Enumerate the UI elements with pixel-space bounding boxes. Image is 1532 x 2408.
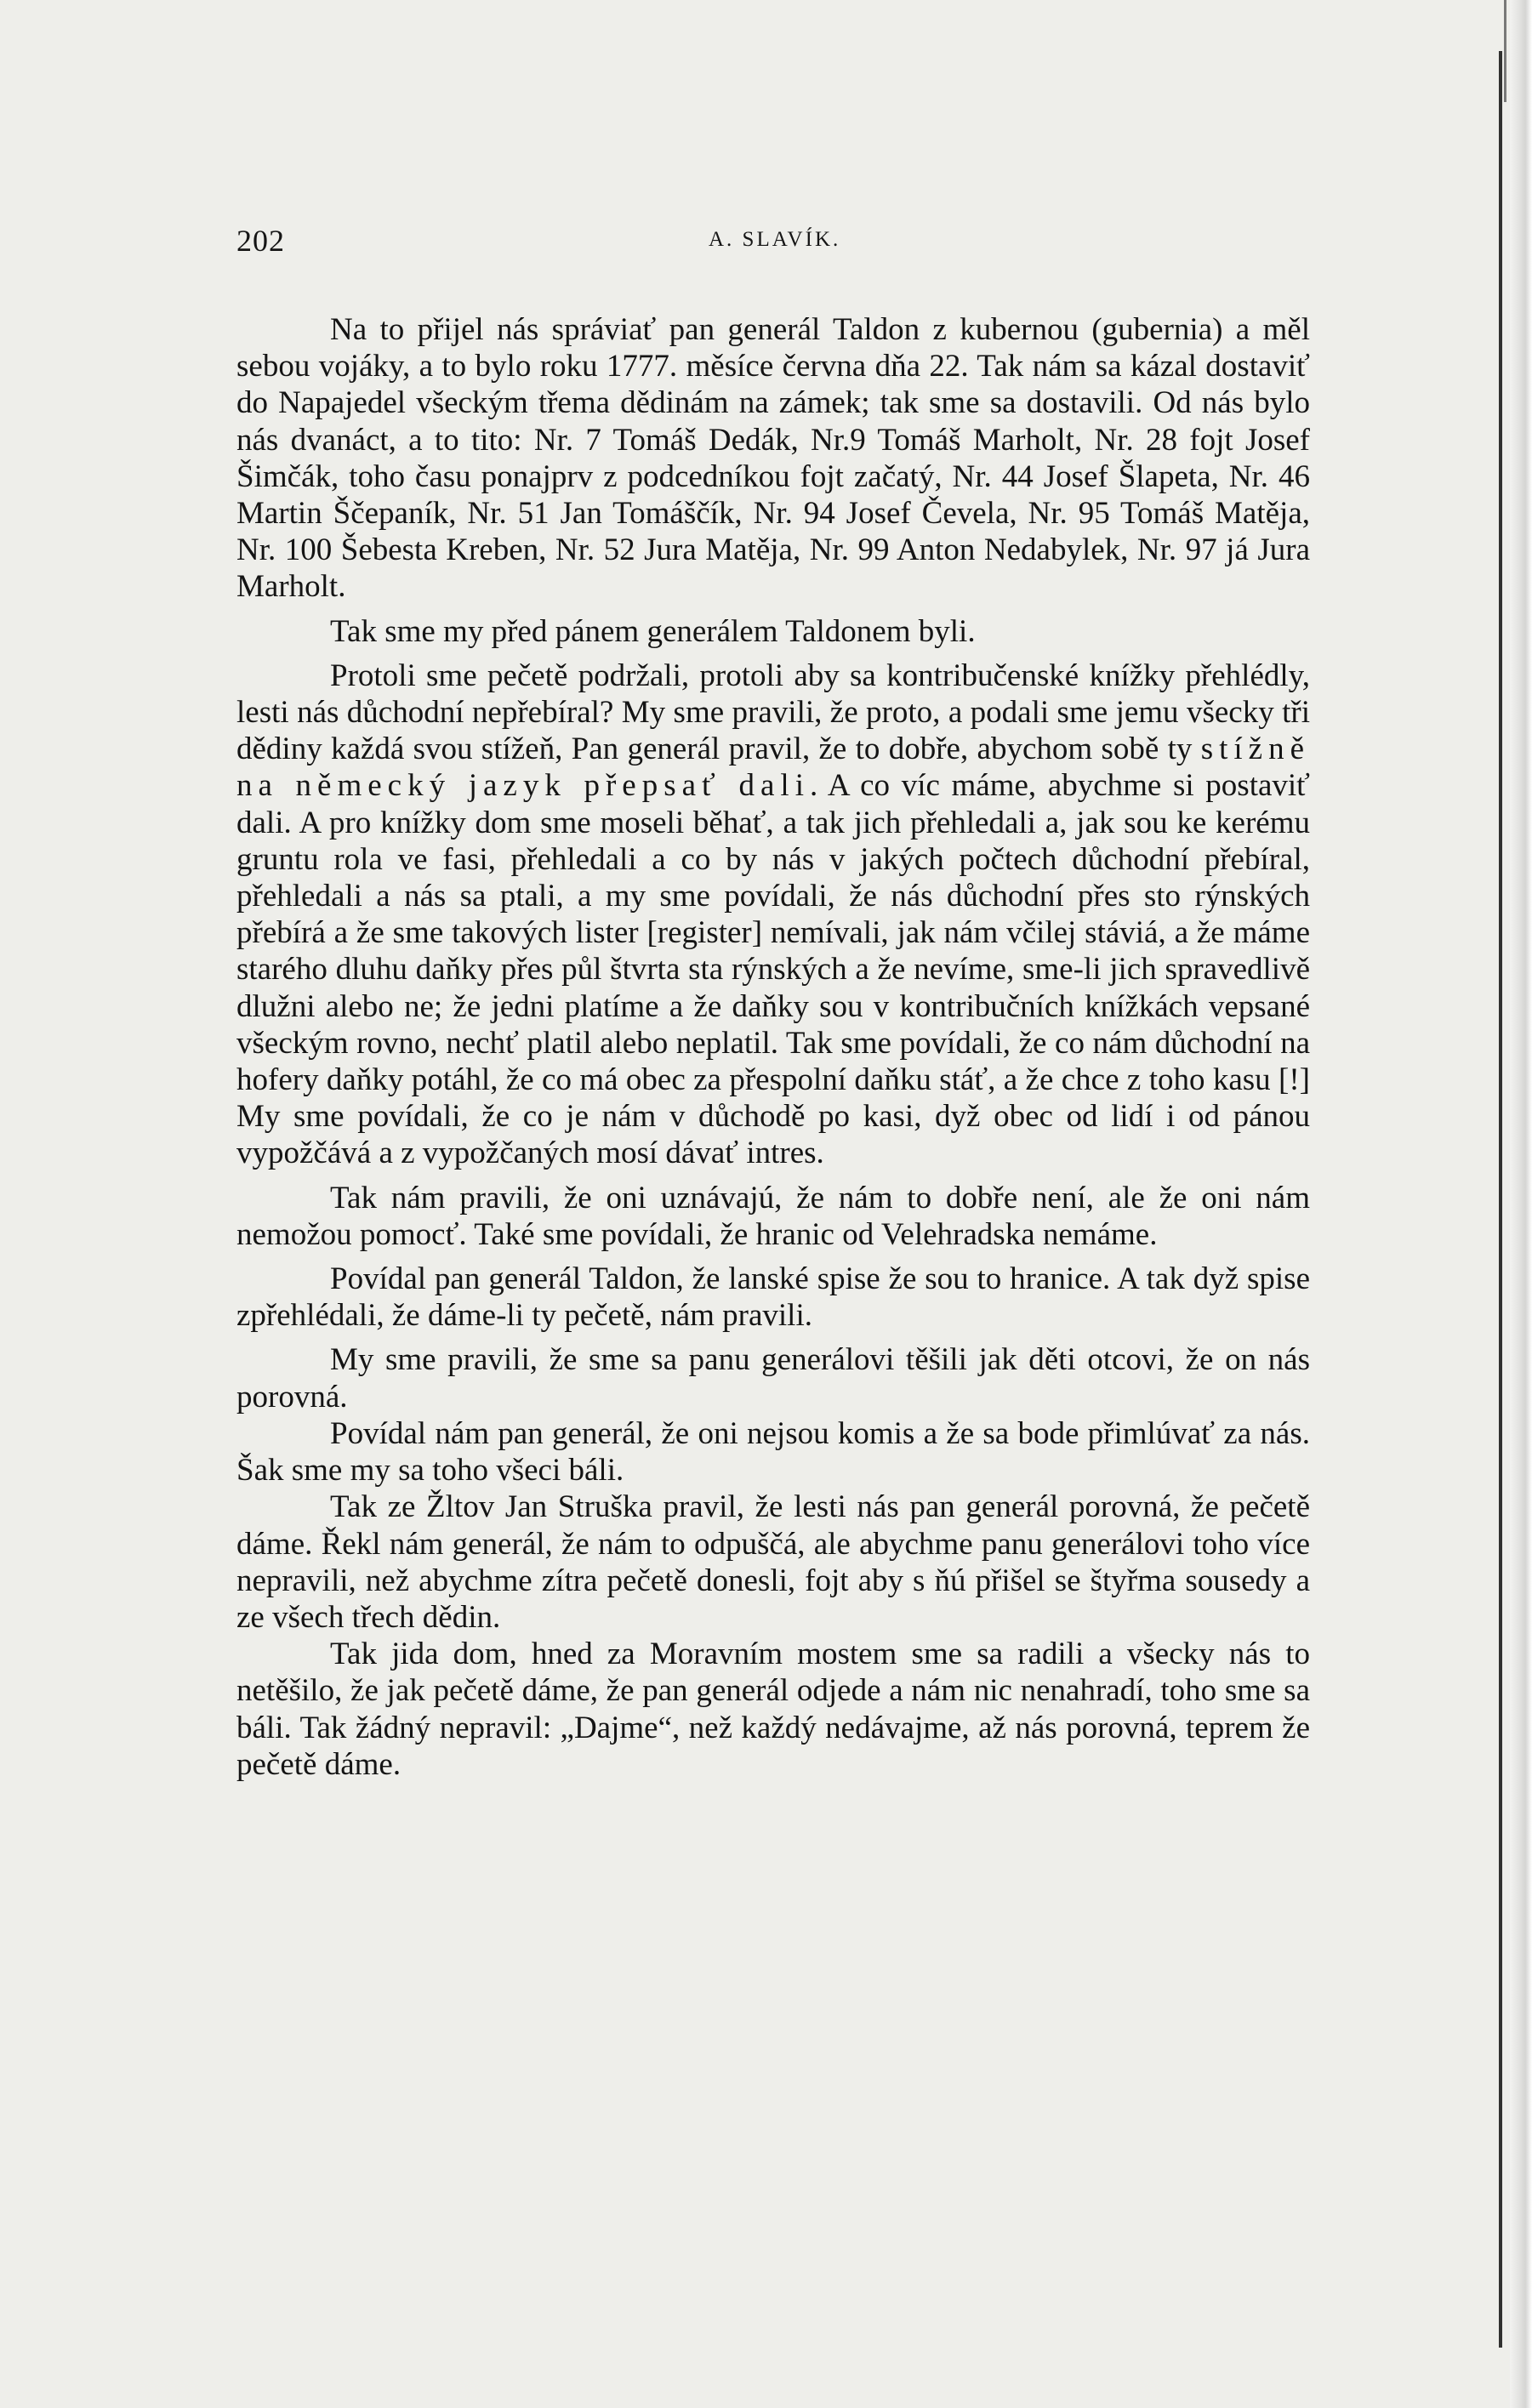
- page-edge-shadow: [1510, 0, 1532, 2408]
- paragraph-8: Tak ze Žltov Jan Struška pravil, že lesti nás pan generál porovná, že pečetě dáme. Řekl nám generál, že nám to odpuščá, ale abychme panu generálovi toho více nepravili, než abychme zítra pečetě donesli, fojt aby s ňú přišel se štyřma sousedy a ze všech třech dědin.: [236, 1489, 1310, 1635]
- page-number: 202: [236, 224, 285, 258]
- paragraph-9: Tak jida dom, hned za Moravním mostem sme sa radili a všecky nás to netěšilo, že jak pečetě dáme, že pan generál odjede a nám nic nenahradí, toho sme sa báli. Tak žádný nepravil: „Dajme“, než každý nedávajme, až nás porovná, teprem že pečetě dáme.: [236, 1637, 1310, 1782]
- paragraph-2: Tak sme my před pánem generálem Taldonem byli.: [330, 613, 976, 649]
- body-text: [236, 311, 1310, 1783]
- paragraph-5: Povídal pan generál Taldon, že lanské spise že sou to hranice. A tak dyž spise zpřehlédali, že dáme-li ty pečetě, nám pravili.: [236, 1261, 1310, 1334]
- paragraph-7: Povídal nám pan generál, že oni nejsou komis a že sa bode přimlúvať za nás. Šak sme my sa toho všeci báli.: [236, 1415, 1310, 1489]
- paragraph-1: Na to přijel nás správiať pan generál Taldon z kubernou (gubernia) a měl sebou vojáky, a to bylo roku 1777. měsíce června dňa 22. Tak nám sa kázal dostaviť do Napajedel všeckým třema dědinám na zámek; tak sme sa dostavili. Od nás bylo nás dvanáct, a to tito: Nr. 7 Tomáš Dedák, Nr.9 Tomáš Marholt, Nr. 28 fojt Josef Šimčák, toho času ponajprv z podcedníkou fojt začatý, Nr. 44 Josef Šlapeta, Nr. 46 Martin Ščepaník, Nr. 51 Jan Tomáščík, Nr. 94 Josef Čevela, Nr. 95 Tomáš Matěja, Nr. 100 Šebesta Kreben, Nr. 52 Jura Matěja, Nr. 99 Anton Nedabylek, Nr. 97 já Jura Marholt.: [236, 312, 1310, 605]
- paragraph-3-part-1: Protoli sme pečetě podržali, protoli aby sa kontribučenské knížky přehlédly, lesti nás důchodní nepřebíral? My sme pravili, že proto, a podali sme jemu všecky tři dědiny každá svou stížeň, Pan generál pravil, že to dobře, abychom sobě ty: [236, 658, 1310, 767]
- paragraph-3-spaced-emphasis: stížně na německý jazyk přepsať dali: [236, 732, 1310, 804]
- paragraph-3-part-2: . A co víc máme, abychme si postaviť dali. A pro knížky dom sme moseli běhať, a tak jich přehledali a, jak sou ke kerému gruntu rola ve fasi, přehledali a co by nás v jakých počtech důchodní přebíral, přehledali a nás sa ptali, a my sme povídali, že nás důchodní přes sto rýnských přebírá a že sme takových lister [register] nemívali, jak nám včilej stáviá, a že máme starého dluhu daňky přes půl štvrta sta rýnských a že nevíme, sme-li jich spravedlivě dlužni alebo ne; že jedni platíme a že daňky sou v kontribučních knížkách vepsané všeckým rovno, nechť platil alebo neplatil. Tak sme povídali, že co nám důchodní na hofery daňky potáhl, že co má obec za přespolní daňku stáť, a že chce z toho kasu [!] My sme povídali, že co je nám v důchodě po kasi, dyž obec od lidí i od pánou vypožčává a z vypožčaných mosí dávať intres.: [236, 768, 1310, 1171]
- running-head: A. SLAVÍK.: [709, 228, 841, 251]
- paragraph-6: My sme pravili, že sme sa panu generálovi těšili jak děti otcovi, že on nás porovná.: [236, 1342, 1310, 1415]
- binding-edge-line-top: [1504, 0, 1506, 102]
- paragraph-3: [236, 658, 1310, 1172]
- page-header: [236, 223, 1291, 265]
- binding-edge-line: [1499, 51, 1502, 2348]
- paragraph-4: Tak nám pravili, že oni uznávajú, že nám to dobře není, ale že oni nám nemožou pomocť. Také sme povídali, že hranic od Velehradska nemáme.: [236, 1180, 1310, 1252]
